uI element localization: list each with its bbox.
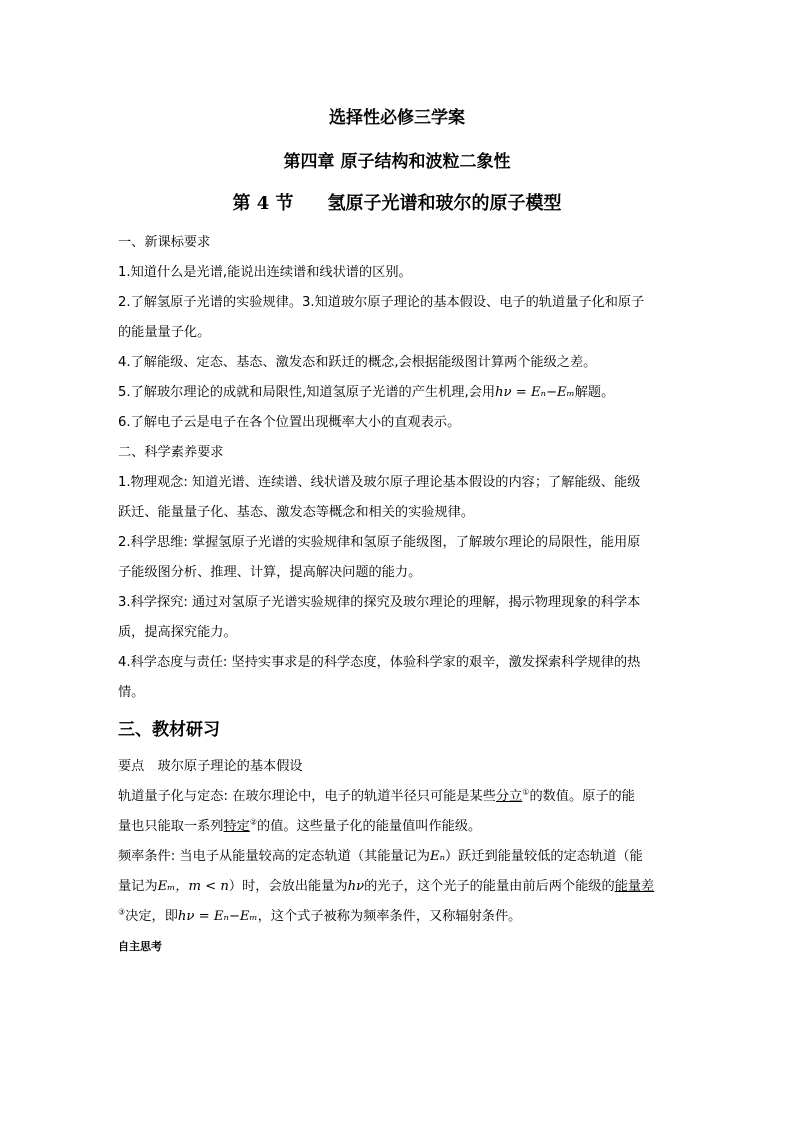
- orbit-line-1: 轨道量子化与定态: 在玻尔理论中，电子的轨道半径只可能是某些分立①的数值。原子的能: [118, 787, 635, 804]
- chapter-title: 第四章 原子结构和波粒二象性: [283, 152, 511, 172]
- part2-heading: 二、科学素养要求: [118, 445, 224, 460]
- standard-line-4: 4.了解能级、定态、基态、激发态和跃迁的概念,会根据能级图计算两个能级之差。: [118, 355, 597, 370]
- marker-3: ③: [118, 907, 126, 917]
- section-title: [0, 189, 794, 215]
- blank-2: 特定: [223, 819, 250, 834]
- blank-1: 分立: [495, 789, 523, 804]
- literacy-line-2: 跃迁、能量量子化、基态、激发态等概念和相关的实验规律。: [118, 505, 475, 520]
- standard-line-6: 6.了解电子云是电子在各个位置出现概率大小的直观表示。: [118, 415, 461, 430]
- standard-line-5: 5.了解玻尔理论的成就和局限性,知道氢原子光谱的产生机理,会用hν = Eₙ−Eₘ解题。: [118, 385, 615, 400]
- self-think-label: 自主思考: [118, 940, 162, 953]
- literacy-line-5: 3.科学探究: 通过对氢原子光谱实验规律的探究及玻尔理论的理解，揭示物理现象的科学本: [118, 595, 641, 610]
- standard-line-2: 2.了解氢原子光谱的实验规律。3.知道玻尔原子理论的基本假设、电子的轨道量子化和原子: [118, 295, 645, 310]
- blank-3: 能量差: [614, 879, 655, 894]
- literacy-line-8: 情。: [118, 685, 145, 700]
- main-title: 选择性必修三学案: [329, 108, 465, 128]
- literacy-line-6: 质，提高探究能力。: [118, 625, 237, 640]
- literacy-line-3: 2.科学思维: 掌握氢原子光谱的实验规律和氢原子能级图，了解玻尔理论的局限性，能用原: [118, 535, 641, 550]
- formula: hν = Eₙ−Eₘ: [495, 385, 575, 400]
- section-number: 第 4 节: [232, 193, 294, 214]
- content-body: [118, 228, 676, 962]
- literacy-line-7: 4.科学态度与责任: 坚持实事求是的科学态度，体验科学家的艰辛，激发探索科学规律的热: [118, 655, 641, 670]
- marker-1: ①: [522, 787, 530, 797]
- key-point: 要点 玻尔原子理论的基本假设: [118, 759, 303, 774]
- section-name: 氢原子光谱和玻尔的原子模型: [327, 193, 562, 214]
- literacy-line-4: 子能级图分析、推理、计算，提高解决问题的能力。: [118, 565, 422, 580]
- marker-2: ②: [249, 817, 258, 827]
- standard-line-1: 1.知道什么是光谱,能说出连续谱和线状谱的区别。: [118, 265, 412, 280]
- part3-heading: 三、教材研习: [118, 720, 220, 740]
- literacy-line-1: 1.物理观念: 知道光谱、连续谱、线状谱及玻尔原子理论基本假设的内容；了解能级、能级: [118, 475, 641, 490]
- freq-line-3: ③决定，即hν = Eₙ−Eₘ，这个式子被称为频率条件，又称辐射条件。: [118, 907, 522, 924]
- part1-heading: 一、新课标要求: [118, 235, 211, 250]
- orbit-line-2: 量也只能取一系列特定②的值。这些量子化的能量值叫作能级。: [118, 817, 482, 834]
- freq-line-1: 频率条件: 当电子从能量较高的定态轨道（其能量记为Eₙ）跃迁到能量较低的定态轨道（能: [118, 849, 643, 864]
- standard-line-3: 的能量量子化。: [118, 325, 211, 340]
- freq-line-2: 量记为Eₘ，m < n）时，会放出能量为hν的光子，这个光子的能量由前后两个能级的能量差: [118, 879, 655, 894]
